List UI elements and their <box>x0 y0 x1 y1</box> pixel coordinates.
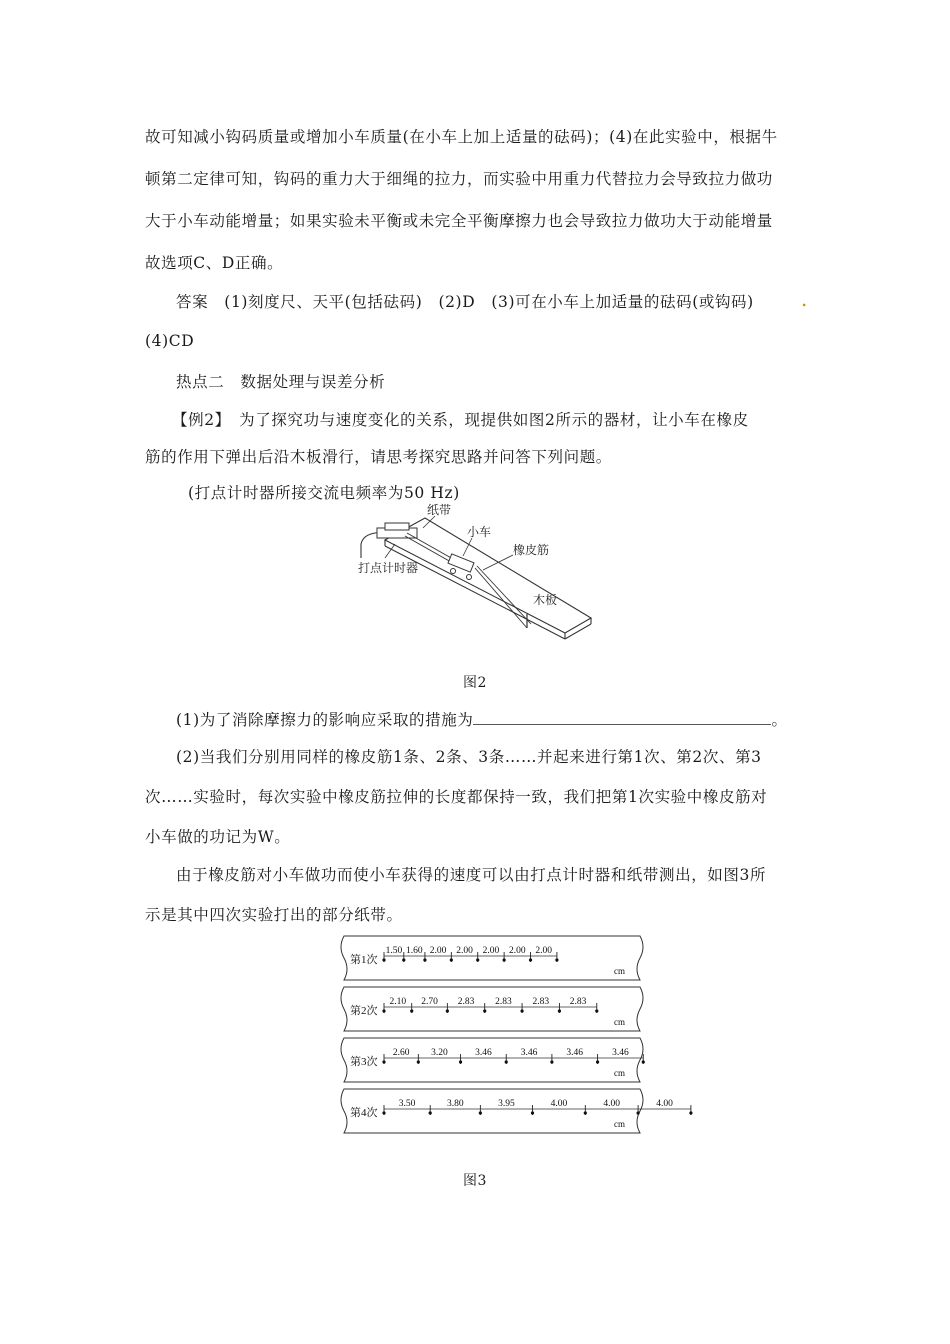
label-tape: 纸带 <box>427 503 452 517</box>
tape-dot <box>483 1009 486 1012</box>
tape-dot <box>689 1111 692 1114</box>
tape-dot <box>446 1009 449 1012</box>
figure-2-caption: 图2 <box>462 675 488 691</box>
tape-dot <box>450 958 453 961</box>
frequency-note: (打点计时器所接交流电频率为50 Hz) <box>188 484 460 502</box>
board-edge <box>565 624 591 639</box>
segment-value: 2.00 <box>482 946 500 956</box>
paragraph-tape-line: 由于橡皮筋对小车做功而使小车获得的速度可以由打点计时器和纸带测出，如图3所 <box>176 866 767 884</box>
tape-dot <box>476 958 479 961</box>
tape-dot <box>555 958 558 961</box>
rubber-band <box>475 568 527 628</box>
tape-dot <box>531 1111 534 1114</box>
segment-value: 3.46 <box>520 1048 538 1058</box>
yellow-dot-marker: . <box>801 287 808 311</box>
tape-label: 第4次 <box>350 1107 378 1119</box>
tape-label: 第1次 <box>350 954 378 966</box>
tape-dot <box>459 1060 462 1063</box>
segment-value: 3.46 <box>475 1048 492 1058</box>
segment-value: 3.80 <box>446 1099 464 1109</box>
label-board: 木板 <box>533 593 558 607</box>
label-rubber-band: 橡皮筋 <box>513 543 550 557</box>
label-cart: 小车 <box>467 525 492 539</box>
question-2-line: 次……实验时，每次实验中橡皮筋拉伸的长度都保持一致，我们把第1次实验中橡皮筋对 <box>145 788 768 806</box>
ticker-timer-top <box>385 523 409 530</box>
tape-dot <box>382 958 385 961</box>
cart-wheel <box>467 575 472 580</box>
tape-dot <box>429 1111 432 1114</box>
cart-body <box>448 554 474 572</box>
paper-tape <box>405 536 451 562</box>
question-2-line: 小车做的功记为W。 <box>145 828 291 846</box>
tape-dot <box>596 1060 599 1063</box>
figure-3-caption: 图3 <box>462 1173 488 1189</box>
tape-dot <box>558 1009 561 1012</box>
paper-tape-outline <box>341 1089 643 1133</box>
segment-value: 4.00 <box>550 1099 568 1109</box>
unit-label: cm <box>614 966 625 976</box>
answer-line <box>176 290 754 312</box>
tape-dot <box>382 1111 385 1114</box>
paragraph-line: 故选项C、D正确。 <box>145 254 284 272</box>
paragraph-line: 顿第二定律可知，钩码的重力大于细绳的拉力，而实验中用重力代替拉力会导致拉力做功 <box>145 170 773 188</box>
example-text: 为了探究功与速度变化的关系，现提供如图2所示的器材，让小车在橡皮 <box>223 411 749 429</box>
segment-value: 2.00 <box>429 946 447 956</box>
segment-value: 2.60 <box>392 1048 410 1058</box>
segment-value: 2.70 <box>421 997 438 1007</box>
segment-value: 1.60 <box>406 946 423 956</box>
segment-value: 3.20 <box>431 1048 448 1058</box>
rubber-band <box>477 566 531 624</box>
segment-value: 2.10 <box>389 997 407 1007</box>
paper-tape-outline <box>341 987 643 1031</box>
section-heading: 热点二 数据处理与误差分析 <box>176 373 386 391</box>
segment-value: 2.83 <box>569 997 587 1007</box>
segment-value: 3.46 <box>566 1048 584 1058</box>
tape-dot <box>382 1009 385 1012</box>
unit-label: cm <box>614 1068 625 1078</box>
leader-line <box>463 538 472 556</box>
question-1-text: (1)为了消除摩擦力的影响应采取的措施为 <box>176 711 474 729</box>
tape-dot <box>550 1060 553 1063</box>
tape-dot <box>637 1111 640 1114</box>
question-2-line: (2)当我们分别用同样的橡皮筋1条、2条、3条……并起来进行第1次、第2次、第3 <box>176 748 762 766</box>
paragraph-line: 大于小车动能增量；如果实验未平衡或未完全平衡摩擦力也会导致拉力做功大于动能增量 <box>145 212 773 230</box>
figure-3-paper-tapes <box>338 934 673 1139</box>
paper-tape-outline <box>341 936 643 980</box>
segment-value: 2.83 <box>457 997 475 1007</box>
segment-value: 3.50 <box>398 1099 416 1109</box>
segment-value: 2.00 <box>509 946 526 956</box>
tape-dot <box>423 958 426 961</box>
tape-label: 第2次 <box>350 1005 378 1017</box>
example-line <box>172 408 749 430</box>
tape-dot <box>382 1060 385 1063</box>
tape-dot <box>479 1111 482 1114</box>
segment-value: 2.83 <box>495 997 512 1007</box>
answer-blank[interactable] <box>473 710 771 725</box>
answer-text: 答案 (1)刻度尺、天平(包括砝码) (2)D (3)可在小车上加适量的砝码(或钩码) <box>176 293 754 311</box>
tape-dot <box>402 958 405 961</box>
segment-value: 3.95 <box>498 1099 515 1109</box>
tape-dot <box>505 1060 508 1063</box>
paragraph-line: 故可知减小钩码质量或增加小车质量(在小车上加上适量的砝码)；(4)在此实验中，根据牛 <box>145 128 778 146</box>
label-timer: 打点计时器 <box>358 561 419 575</box>
figure-2-apparatus <box>355 500 595 640</box>
segment-value: 2.00 <box>535 946 553 956</box>
segment-value: 3.46 <box>612 1048 629 1058</box>
segment-value: 1.50 <box>385 946 403 956</box>
paragraph-tape-line: 示是其中四次实验打出的部分纸带。 <box>145 906 403 924</box>
unit-label: cm <box>614 1119 625 1129</box>
tape-dot <box>520 1009 523 1012</box>
tape-dot <box>503 958 506 961</box>
tape-label: 第3次 <box>350 1056 378 1068</box>
tape-dot <box>584 1111 587 1114</box>
unit-label: cm <box>614 1017 625 1027</box>
tape-dot <box>595 1009 598 1012</box>
answer-line-2: (4)CD <box>145 332 195 350</box>
segment-value: 2.00 <box>456 946 473 956</box>
tape-dot <box>642 1060 645 1063</box>
example-tag: 【例2】 <box>172 411 224 429</box>
segment-value: 2.83 <box>532 997 550 1007</box>
segment-value: 4.00 <box>603 1099 621 1109</box>
cart-wheel <box>451 569 456 574</box>
question-1-end: 。 <box>771 711 788 729</box>
question-1 <box>176 708 788 730</box>
example-line-2: 筋的作用下弹出后沿木板滑行，请思考探究思路并问答下列问题。 <box>145 448 612 466</box>
tape-dot <box>529 958 532 961</box>
tape-dot <box>410 1009 413 1012</box>
segment-value: 4.00 <box>656 1099 673 1109</box>
tape-dot <box>417 1060 420 1063</box>
